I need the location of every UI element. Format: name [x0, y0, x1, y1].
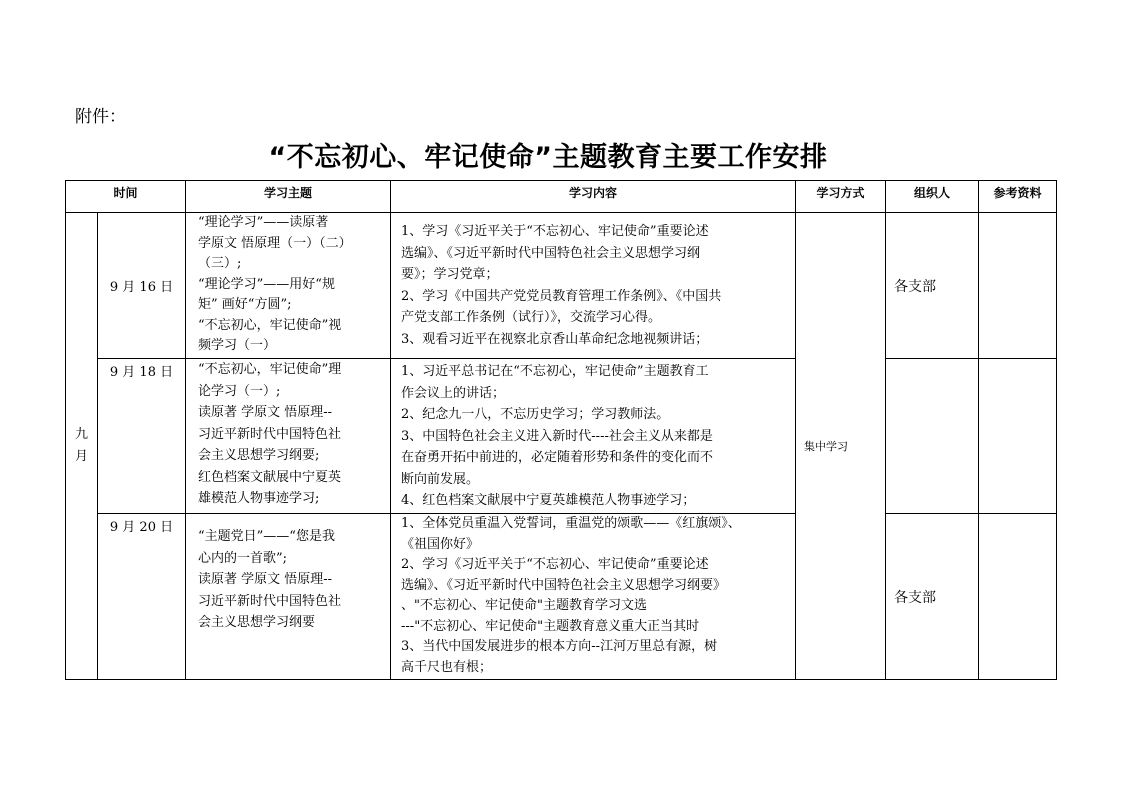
topic-line: 矩” 画好“方圆”;	[198, 297, 292, 312]
topic-line: 会主义思想学习纲要;	[198, 448, 320, 463]
content-line: 3、当代中国发展进步的根本方向--江河万里总有源，树	[401, 639, 718, 654]
topic-line: 习近平新时代中国特色社	[198, 426, 342, 442]
content-line: 选编》、《习近平新时代中国特色社会主义思想学习纲要》	[401, 577, 727, 593]
header-method: 学习方式	[796, 181, 886, 213]
content-line: 、"不忘初心、牢记使命"主题教育学习文选	[401, 598, 647, 613]
reference-cell	[979, 213, 1057, 359]
topic-line: “不忘初心，牢记使命”理	[198, 362, 342, 377]
topic-line: 学原文 悟原理（一）（二）	[198, 235, 352, 251]
content-line: 作会议上的讲话；	[401, 385, 506, 401]
content-line: 2、纪念九一八，不忘历史学习；学习教师法。	[401, 407, 670, 422]
content-line: 4、红色档案文献展中宁夏英雄模范人物事迹学习；	[401, 493, 696, 508]
header-reference: 参考资料	[979, 181, 1057, 213]
content-line: 《祖国你好》	[401, 536, 480, 552]
method-label: 集中学习	[804, 440, 849, 453]
month-label: 九月	[74, 427, 88, 464]
topic-line: 读原著 学原文 悟原理--	[198, 405, 333, 420]
reference-cell	[979, 514, 1057, 680]
topic-line: “主题党日”——“您是我	[198, 529, 335, 544]
topic-cell	[186, 213, 391, 359]
organizer-cell	[886, 213, 979, 359]
date-label: 9 月 20 日	[109, 520, 174, 535]
topic-line: （三）;	[198, 256, 242, 271]
content-line: 要》；学习党章；	[401, 267, 499, 282]
organizer-cell	[886, 514, 979, 680]
month-cell	[66, 213, 98, 680]
attachment-label: 附件：	[75, 107, 126, 127]
header-organizer: 组织人	[886, 181, 979, 213]
topic-line: 频学习（一）	[198, 338, 277, 353]
table-row	[66, 213, 1057, 359]
topic-line: “不忘初心，牢记使命”视	[198, 317, 342, 333]
topic-cell	[186, 359, 391, 514]
content-line: 3、中国特色社会主义进入新时代----社会主义从来都是	[401, 428, 713, 444]
content-line: 2、学习《中国共产党党员教育管理工作条例》、《中国共	[401, 288, 722, 304]
method-cell	[796, 213, 886, 680]
content-line: 3、观看习近平在视察北京香山革命纪念地视频讲话；	[401, 331, 709, 347]
content-line: 2、学习《习近平关于“不忘初心、牢记使命”重要论述	[401, 557, 709, 572]
date-cell	[98, 213, 186, 359]
content-line: ---"不忘初心、牢记使命"主题教育意义重大正当其时	[401, 618, 700, 634]
table-header-row	[66, 181, 1057, 213]
topic-line: 会主义思想学习纲要	[198, 615, 316, 630]
content-line: 1、全体党员重温入党誓词，重温党的颂歌——《红旗颂》、	[401, 516, 741, 531]
date-label: 9 月 18 日	[109, 365, 174, 380]
topic-line: 红色档案文献展中宁夏英	[198, 469, 342, 485]
content-line: 断向前发展。	[401, 471, 480, 487]
topic-line: 读原著 学原文 悟原理--	[198, 572, 333, 587]
organizer-label: 各支部	[894, 589, 937, 606]
header-content: 学习内容	[391, 181, 796, 213]
topic-line: “理论学习”——读原著	[198, 215, 329, 230]
content-cell	[391, 359, 796, 514]
content-line: 在奋勇开拓中前进的，必定随着形势和条件的变化而不	[401, 450, 714, 465]
organizer-label: 各支部	[894, 278, 937, 295]
content-line: 高千尺也有根；	[401, 659, 493, 675]
topic-line: 习近平新时代中国特色社	[198, 593, 342, 609]
content-line: 产党支部工作条例（试行）》，交流学习心得。	[401, 310, 662, 325]
content-line: 1、学习《习近平关于“不忘初心、牢记使命”重要论述	[401, 224, 709, 239]
header-time: 时间	[66, 181, 186, 213]
work-schedule-table	[65, 180, 1057, 680]
content-cell	[391, 514, 796, 680]
page-title: “不忘初心、牢记使命”主题教育主要工作安排	[268, 142, 828, 173]
reference-cell	[979, 359, 1057, 514]
date-label: 9 月 16 日	[109, 280, 174, 295]
table-row	[66, 514, 1057, 680]
organizer-cell	[886, 359, 979, 514]
header-topic: 学习主题	[186, 181, 391, 213]
topic-line: “理论学习”——用好“规	[198, 276, 335, 292]
table-row	[66, 359, 1057, 514]
content-cell	[391, 213, 796, 359]
content-line: 选编》、《习近平新时代中国特色社会主义思想学习纲	[401, 245, 701, 261]
date-cell	[98, 359, 186, 514]
date-cell	[98, 514, 186, 680]
content-line: 1、习近平总书记在“不忘初心，牢记使命”主题教育工	[401, 364, 709, 379]
topic-line: 雄模范人物事迹学习;	[198, 491, 320, 506]
topic-line: 论学习（一）;	[198, 383, 281, 399]
topic-cell	[186, 514, 391, 680]
topic-line: 心内的一首歌”;	[198, 550, 288, 566]
